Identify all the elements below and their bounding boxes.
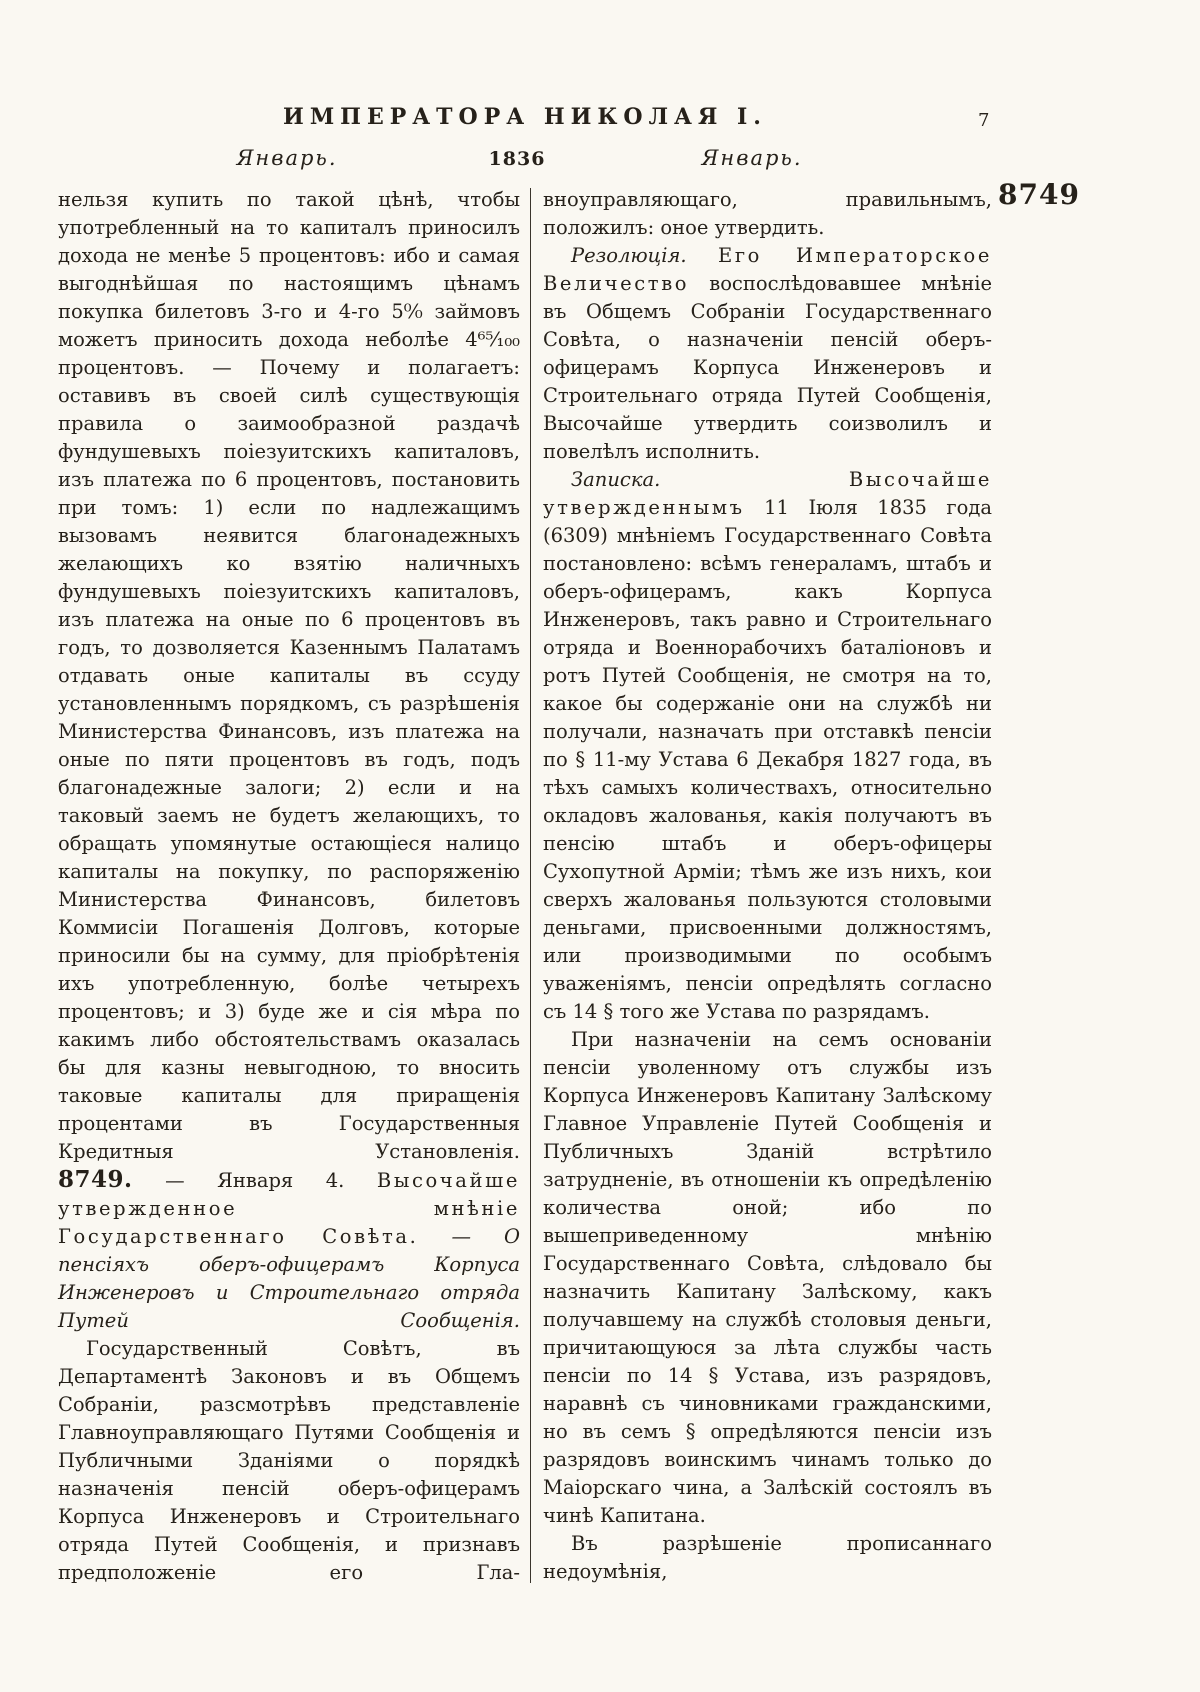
entry-title-italic: — О пенсіяхъ оберъ-офицерамъ Корпуса Инженеровъ и Строительнаго отряда Путей Сообщенія. xyxy=(58,1225,520,1332)
entry-summary-spaced: Высочайше утвержденное мнѣніе Государственнаго Совѣта. xyxy=(58,1169,520,1248)
entry-date: — Января 4. xyxy=(165,1169,345,1192)
right-column xyxy=(543,186,992,1587)
left-continuation-paragraph xyxy=(58,186,520,1166)
page-header xyxy=(0,0,1200,185)
pension-case-paragraph xyxy=(543,1026,992,1530)
note-spaced: Высочайше утвержденнымъ xyxy=(543,468,992,519)
column-divider xyxy=(530,188,531,1583)
resolution-text: воспослѣдовавшее мнѣніе въ Общемъ Собраніи Государственнаго Совѣта, о назначеніи пенсій оберъ-офицерамъ Корпуса Инженеровъ и Строительнаго отряда Путей Сообщенія, Высочайше утвердить соизволилъ и повелѣлъ исполнить. xyxy=(543,272,992,463)
month-label-left: Январь. xyxy=(236,146,338,170)
left-column xyxy=(58,186,520,1587)
note-lead: Записка. xyxy=(571,468,661,491)
resolution-spaced: Его Императорское Величество xyxy=(543,244,992,295)
margin-entry-number: 8749 xyxy=(998,178,1080,211)
note-paragraph xyxy=(543,466,992,1026)
closing-line-text: Въ разрѣшеніе прописаннаго недоумѣнія, xyxy=(543,1532,992,1583)
left-body-paragraph xyxy=(58,1335,520,1587)
left-continuation-text: нельзя купить по такой цѣнѣ, чтобы употребленный на то капиталъ приносилъ дохода не менѣе 5 процентовъ: ибо и самая выгоднѣйшая по настоящимъ цѣнамъ покупка билетовъ 3-го и 4-го 5⁰⁄₀ займовъ можетъ приносить дохода неболѣе 4⁶⁵⁄₁₀₀ процентовъ. — Почему и полагаетъ: оставивъ въ своей силѣ существующія правила о заимообразной раздачѣ фундушевыхъ поіезуитскихъ капиталовъ, изъ платежа по 6 процентовъ, постановить при томъ: 1) если по надлежащимъ вызовамъ неявится благонадежныхъ желающихъ ко взятію наличныхъ фундушевыхъ поіезуитскихъ капиталовъ, изъ платежа на оные по 6 процентовъ въ годъ, то дозволяется Казеннымъ Палатамъ отдавать оные капиталы въ ссуду установленнымъ порядкомъ, съ разрѣшенія Министерства Финансовъ, изъ платежа на оные по пяти процентовъ въ годъ, подъ благонадежные залоги; 2) если и на таковый заемъ не будетъ желающихъ, то обращать упомянутые остающіеся налицо капиталы на покупку, по распоряженію Министерства Финансовъ, билетовъ Коммисіи Погашенія Долговъ, которые приносили бы на сумму, для пріобрѣтенія ихъ употребленную, болѣе четырехъ процентовъ; и 3) буде же и сія мѣра по какимъ либо обстоятельствамъ оказалась бы для казны невыгодною, то вносить таковые капиталы для приращенія процентами въ Государственныя Кредитныя Установленія. xyxy=(58,188,520,1163)
left-body-text: Государственный Совѣтъ, въ Департаментѣ Законовъ и въ Общемъ Собраніи, разсмотрѣвъ представленіе Главноуправляющаго Путями Сообщенія и Публичными Зданіями о порядкѣ назначенія пенсій оберъ-офицерамъ Корпуса Инженеровъ и Строительнаго отряда Путей Сообщенія, и признавъ предположеніе его Гла- xyxy=(58,1337,520,1584)
resolution-paragraph xyxy=(543,242,992,466)
pension-case-text: При назначеніи на семъ основаніи пенсіи уволенному отъ службы изъ Корпуса Инженеровъ Капитану Залѣскому Главное Управленіе Путей Сообщенія и Публичныхъ Зданій встрѣтило затрудненіе, въ отношеніи къ опредѣленію количества оной; ибо по вышеприведенному мнѣнію Государственнаго Совѣта, слѣдовало бы назначить Капитану Залѣскому, какъ получавшему на службѣ столовыя деньги, причитающуюся за лѣта службы часть пенсіи по 14 § Устава, изъ разрядовъ, наравнѣ съ чиновниками гражданскими, но въ семъ § опредѣляются пенсіи изъ разрядовъ воинскимъ чинамъ только до Маіорскаго чина, а Залѣскій состоялъ въ чинѣ Капитана. xyxy=(543,1028,992,1527)
closing-line-paragraph xyxy=(543,1530,992,1586)
text-columns xyxy=(58,186,992,1587)
page-title: ИМПЕРАТОРА НИКОЛАЯ I. xyxy=(283,104,767,130)
year-label: 1836 xyxy=(488,148,546,170)
entry-heading xyxy=(58,1166,520,1335)
month-label-right: Январь. xyxy=(701,146,803,170)
entry-number: 8749. xyxy=(58,1166,133,1193)
right-continuation-text: вноуправляющаго, правильнымъ, положилъ: оное утвердить. xyxy=(543,188,992,239)
page-number: 7 xyxy=(978,110,990,131)
note-text: 11 Іюля 1835 года (6309) мнѣніемъ Государственнаго Совѣта постановлено: всѣмъ генераламъ, штабъ и оберъ-офицерамъ, какъ Корпуса Инженеровъ, такъ равно и Строительнаго отряда и Военнорабочихъ баталіоновъ и ротъ Путей Сообщенія, не смотря на то, какое бы содержаніе они на службѣ ни получали, назначать при отставкѣ пенсіи по § 11-му Устава 6 Декабря 1827 года, въ тѣхъ самыхъ количествахъ, относительно окладовъ жалованья, какія получаютъ въ пенсію штабъ и оберъ-офицеры Сухопутной Арміи; тѣмъ же изъ нихъ, кои сверхъ жалованья пользуются столовыми деньгами, присвоенными должностямъ, или производимыми по особымъ уваженіямъ, пенсіи опредѣлять согласно съ 14 § того же Устава по разрядамъ. xyxy=(543,496,992,1023)
right-continuation-paragraph xyxy=(543,186,992,242)
resolution-lead: Резолюція. xyxy=(571,244,687,267)
